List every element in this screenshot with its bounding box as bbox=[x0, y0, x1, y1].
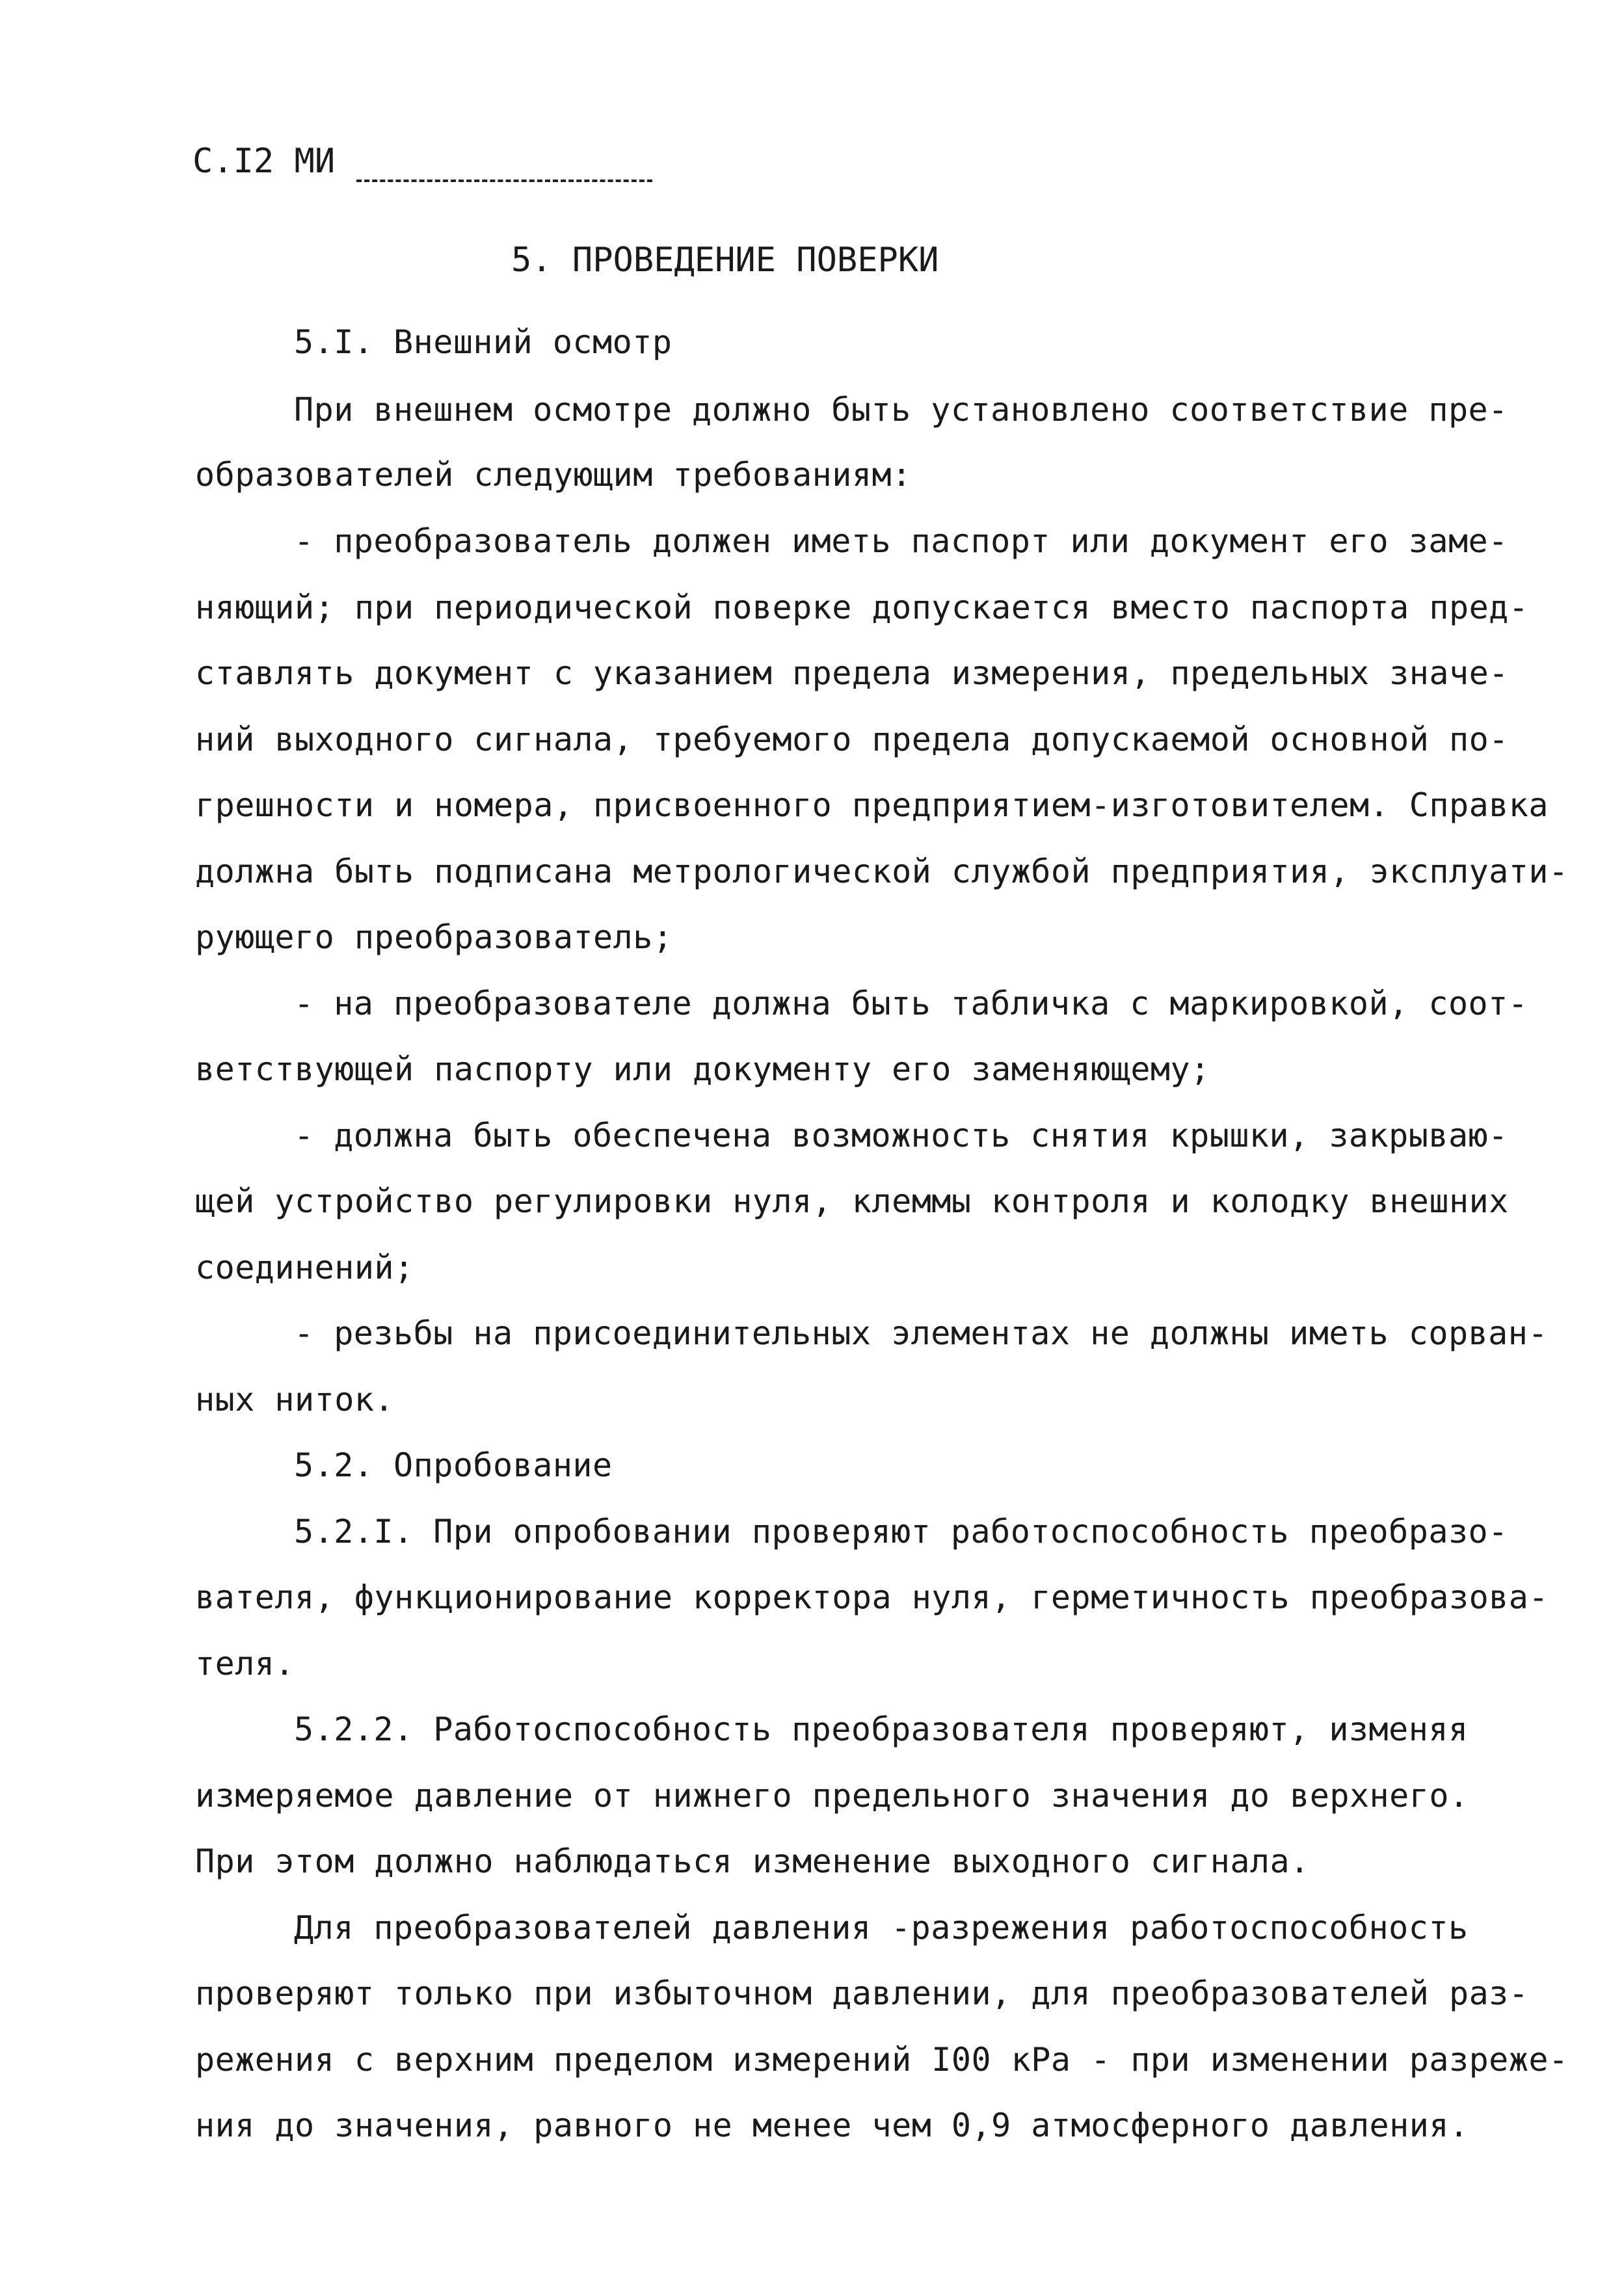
paragraph-line: ния до значения, равного не менее чем 0,9 атмосферного давления. bbox=[195, 2107, 1469, 2144]
page-reference: С.I2 МИ bbox=[193, 142, 336, 181]
subsection-heading: 5.I. Внешний осмотр bbox=[294, 323, 672, 361]
paragraph-line: При внешнем осмотре должно быть установлено соответствие пре- bbox=[294, 391, 1508, 429]
paragraph-line: щей устройство регулировки нуля, клеммы контроля и колодку внешних bbox=[195, 1182, 1509, 1220]
paragraph-line: - преобразователь должен иметь паспорт или документ его заме- bbox=[294, 522, 1508, 560]
paragraph-line: - резьбы на присоединительных элементах не должны иметь сорван- bbox=[294, 1314, 1548, 1352]
paragraph-line: - должна быть обеспечена возможность снятия крышки, закрываю- bbox=[294, 1117, 1508, 1154]
paragraph-line: образователей следующим требованиям: bbox=[195, 456, 912, 494]
subsection-heading: 5.2. Опробование bbox=[294, 1446, 613, 1484]
paragraph-line: грешности и номера, присвоенного предприятием-изготовителем. Справка bbox=[195, 786, 1549, 824]
paragraph-line: измеряемое давление от нижнего предельного значения до верхнего. bbox=[195, 1777, 1469, 1815]
paragraph-line: должна быть подписана метрологической службой предприятия, эксплуати- bbox=[195, 853, 1569, 890]
paragraph-line: - на преобразователе должна быть табличка с маркировкой, соот- bbox=[294, 985, 1528, 1022]
paragraph-line: ных ниток. bbox=[195, 1381, 395, 1418]
paragraph-line: проверяют только при избыточном давлении, для преобразователей раз- bbox=[195, 1975, 1529, 2012]
paragraph-line: вателя, функционирование корректора нуля, герметичность преобразова- bbox=[195, 1578, 1549, 1616]
section-title: 5. ПРОВЕДЕНИЕ ПОВЕРКИ bbox=[511, 241, 939, 280]
paragraph-line: При этом должно наблюдаться изменение выходного сигнала. bbox=[195, 1842, 1310, 1880]
header-blank-rule bbox=[356, 180, 652, 182]
paragraph-line: 5.2.I. При опробовании проверяют работоспособность преобразо- bbox=[294, 1513, 1508, 1550]
paragraph-line: ставлять документ с указанием предела измерения, предельных значе- bbox=[195, 654, 1509, 692]
paragraph-line: соединений; bbox=[195, 1249, 414, 1286]
paragraph-line: Для преобразователей давления -разрежения работоспособность bbox=[294, 1909, 1469, 1947]
paragraph-line: ветствующей паспорту или документу его заменяющему; bbox=[195, 1050, 1210, 1088]
paragraph-line: рующего преобразователь; bbox=[195, 918, 673, 956]
paragraph-line: теля. bbox=[195, 1645, 295, 1683]
paragraph-line: 5.2.2. Работоспособность преобразователя проверяют, изменяя bbox=[294, 1710, 1469, 1748]
paragraph-line: ний выходного сигнала, требуемого предела допускаемой основной по- bbox=[195, 721, 1509, 758]
paragraph-line: режения с верхним пределом измерений I00 кРа - при изменении разреже- bbox=[195, 2041, 1569, 2079]
paragraph-line: няющий; при периодической поверке допускается вместо паспорта пред- bbox=[195, 589, 1529, 626]
